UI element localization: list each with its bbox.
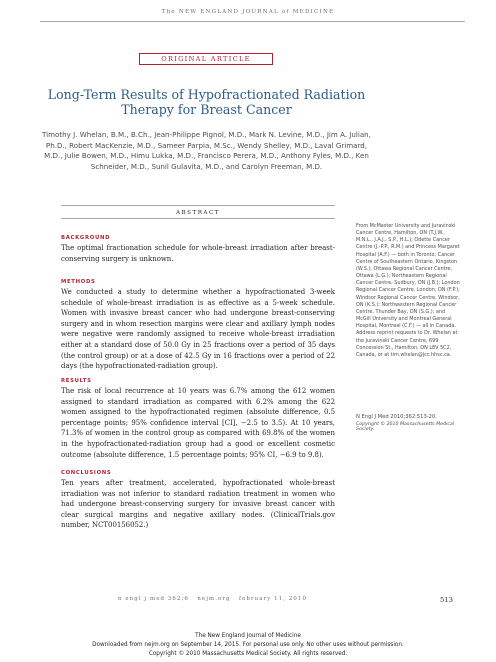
conclusions-heading: CONCLUSIONS — [61, 470, 112, 476]
results-heading: RESULTS — [61, 378, 92, 384]
journal-header: The NEW ENGLAND JOURNAL of MEDICINE — [161, 9, 335, 15]
page-number: 513 — [440, 596, 453, 604]
abstract-top-rule — [61, 205, 335, 206]
article-type-label: ORIGINAL ARTICLE — [139, 53, 273, 65]
author-list: Timothy J. Whelan, B.M., B.Ch., Jean-Philippe Pignol, M.D., Mark N. Levine, M.D., Jim A. Julian, Ph.D., Robert MacKenzie, M.D., Sameer Parpia, M.Sc., Wendy Shelley, M.D., Laval Grimard, M.D., Julie Bowen, M.D., Himu Lukka, M.D., Francisco Perera, M.D., Anthony Fyles, M.D., Ken Schneider, M.D., Sunil Gulavita, M.D., and Carolyn Freeman, M.D. — [42, 130, 371, 171]
abstract-label: ABSTRACT — [176, 210, 220, 216]
citation: N Engl J Med 2010;362:513-20. — [356, 414, 437, 420]
watermark-line-2: Downloaded from nejm.org on September 14, 2015. For personal use only. No other uses without permission. — [92, 642, 404, 648]
background-heading: BACKGROUND — [61, 235, 111, 241]
background-text: The optimal fractionation schedule for whole-breast irradiation after breast-conserving surgery is unknown. — [61, 244, 335, 263]
results-text: The risk of local recurrence at 10 years was 6.7% among the 612 women assigned to standard irradiation as compared with 6.2% among the 622 women assigned to the hypofractionated regimen (absolute difference, 0.5 percentage points; 95% confidence interval [CI], −2.5 to 3.5). At 10 years, 71.3% of women in the control group as compared with 69.8% of the women in the hypofractionated-radiation group had a good or excellent cosmetic outcome (absolute difference, 1.5 percentage points; 95% CI, −6.9 to 9.8). — [61, 387, 335, 459]
footer-journal-info: n engl j med 362;6 nejm.org february 11, 2010 — [118, 596, 307, 602]
conclusions-text: Ten years after treatment, accelerated, hypofractionated whole-breast irradiation was not inferior to standard radiation treatment in women who had undergone breast-conserving surgery for invasive breast cancer with clear surgical margins and negative axillary nodes. (ClinicalTrials.gov number, NCT00156052.) — [61, 479, 335, 530]
abstract-bottom-rule — [61, 218, 335, 219]
watermark-line-1: The New England Journal of Medicine — [195, 633, 301, 639]
article-title: Long-Term Results of Hypofractionated Radiation Therapy for Breast Cancer — [47, 87, 366, 117]
copyright-note: Copyright © 2010 Massachusetts Medical Society. — [356, 422, 455, 432]
watermark-line-3: Copyright © 2010 Massachusetts Medical Society. All rights reserved. — [148, 651, 348, 657]
author-affiliations: From McMaster University and Juravinski Cancer Centre, Hamilton, ON (T.J.W., M.N.L., J.A.J., S.P., H.L.); Odette Cancer Centre (J.-P.P., R.M.) and Princess Margaret Hospital (A.F.) — both in Toronto; Cancer Centre of Southeastern Ontario, Kingston (W.S.); Ottawa Regional Cancer Centre, Ottawa (L.G.); Northeastern Regional Cancer Centre, Sudbury, ON (J.B.); London Regional Cancer Centre, London, ON (F.P.); Windsor Regional Cancer Centre, Windsor, ON (K.S.); Northwestern Regional Cancer Centre, Thunder Bay, ON (S.G.); and McGill University and Montreal General Hospital, Montreal (C.F.) — all in Canada. Address reprint requests to Dr. Whelan at the Juravinski Cancer Centre, 699 Concession St., Hamilton, ON L8V 5C2, Canada, or at tim.whelan@jcc.hhsc.ca. — [356, 223, 460, 358]
header-rule — [40, 21, 465, 22]
methods-heading: METHODS — [61, 279, 96, 285]
methods-text: We conducted a study to determine whether a hypofractionated 3-week schedule of whole-breast irradiation is as effective as a 5-week schedule. Women with invasive breast cancer who had undergone breast-conserving surgery and in whom resection margins were clear and axillary lymph nodes were negative were randomly assigned to receive whole-breast irradiation either at a standard dose of 50.0 Gy in 25 fractions over a period of 35 days (the control group) or at a dose of 42.5 Gy in 16 fractions over a period of 22 days (the hypofractionated-radiation group). — [61, 288, 335, 371]
